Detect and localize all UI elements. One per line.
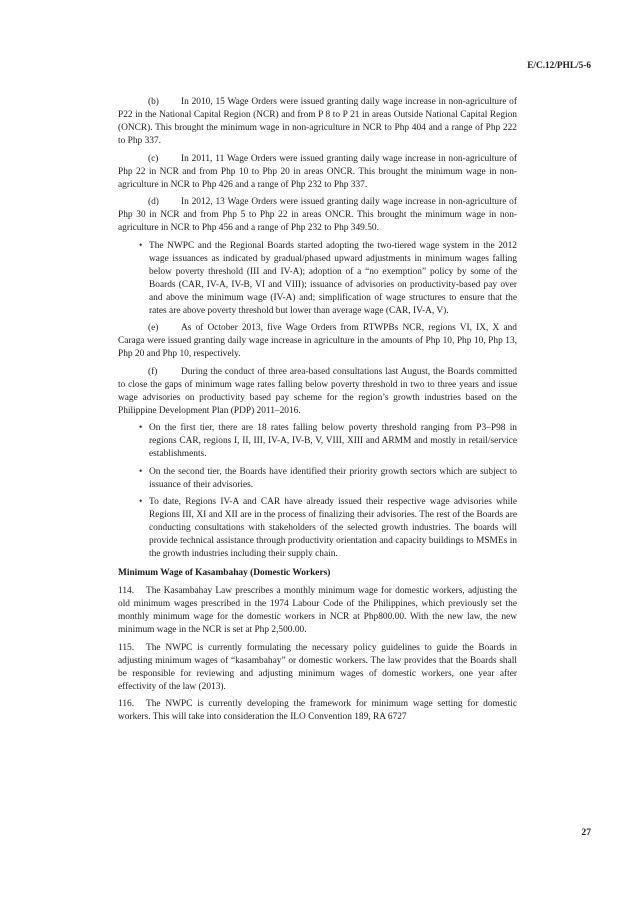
paragraph-number: 115. xyxy=(118,642,135,653)
bullet-list-d xyxy=(118,240,517,318)
paragraph-label: (f) xyxy=(148,366,158,377)
bullet-item: • The NWPC and the Regional Boards started adopting the two-tiered wage system in the 2012 wage issuances as indicated by gradual/phased upward adjustments in minimum wages falling below poverty threshold (III and IV-A); adoption of a “no exemption” policy by some of the Boards (CAR, IV-A, IV-B, VI and VIII); issuance of advisories on productivity-based pay over and above the minimum wage (IV-A) and; simplification of wage structures to ensure that the rates are above poverty threshold but lower than average wage (CAR, IV-A, V). xyxy=(149,240,517,318)
bullet-list-f xyxy=(118,422,517,561)
page-number: 27 xyxy=(581,827,591,838)
paragraph-number: 116. xyxy=(118,699,135,709)
document-symbol: E/C.12/PHL/5-6 xyxy=(527,61,591,71)
bullet-item: • To date, Regions IV-A and CAR have already issued their respective wage advisories while Regions III, XI and XII are in the process of finalizing their advisories. The rest of the Boards are conducting consultations with stakeholders of the selected growth industries. The boards will provide technical assistance through productivity orientation and capacity buildings to MSMEs in the growth industries including their supply chain. xyxy=(149,496,517,561)
paragraph-text: The NWPC is currently formulating the necessary policy guidelines to guide the Boards in adjusting minimum wages of “kasambahay” or domestic workers. The law provides that the Boards shall be responsible for reviewing and adjusting minimum wages of domestic workers, one year after effectivity of the law (2013). xyxy=(118,642,517,692)
paragraph-b xyxy=(118,96,517,148)
numbered-paragraph-116 xyxy=(118,698,517,724)
paragraph-text: In 2011, 11 Wage Orders were issued granting daily wage increase in non-agriculture of Php 22 in NCR and from Php 10 to Php 20 in areas ONCR. This brought the minimum wage in non-agriculture in NCR to Php 426 and a range of Php 232 to Php 337. xyxy=(118,153,517,190)
numbered-paragraph-114 xyxy=(118,585,517,637)
paragraph-text: In 2012, 13 Wage Orders were issued granting daily wage increase in non-agriculture of Php 30 in NCR and from Php 5 to Php 22 in areas ONCR. This brought the minimum wage in non-agriculture in NCR to Php 456 and a range of Php 232 to Php 349.50. xyxy=(118,197,517,233)
paragraph-c xyxy=(118,153,517,192)
paragraph-label: (b) xyxy=(148,97,159,107)
paragraph-e xyxy=(118,322,517,361)
paragraph-text: In 2010, 15 Wage Orders were issued granting daily wage increase in non-agriculture of P22 in the National Capital Region (NCR) and from P 8 to P 21 in areas Outside National Capital Region (ONCR). This brought the minimum wage in non-agriculture in NCR to Php 404 and a range of Php 222 to Php 337. xyxy=(118,97,517,146)
paragraph-label: (c) xyxy=(148,153,159,164)
paragraph-label: (e) xyxy=(148,323,159,333)
bullet-item: • On the first tier, there are 18 rates falling below poverty threshold ranging from P3–P98 in regions CAR, regions I, II, III, IV-A, IV-B, V, VIII, XIII and ARMM and mostly in retail/service establishments. xyxy=(149,422,517,461)
paragraph-number: 114. xyxy=(118,586,135,596)
page-content xyxy=(118,96,517,729)
numbered-paragraph-115 xyxy=(118,642,517,694)
bullet-item: • On the second tier, the Boards have identified their priority growth sectors which are subject to issuance of their advisories. xyxy=(149,466,517,492)
paragraph-text: The NWPC is currently developing the framework for minimum wage setting for domestic workers. This will take into consideration the ILO Convention 189, RA 6727 xyxy=(118,699,517,722)
paragraph-f xyxy=(118,366,517,418)
section-heading: Minimum Wage of Kasambahay (Domestic Workers) xyxy=(118,568,331,578)
paragraph-text: The Kasambahay Law prescribes a monthly minimum wage for domestic workers, adjusting the old minimum wages prescribed in the 1974 Labour Code of the Philippines, which previously set the monthly minimum wage for the domestic workers in NCR at Php800.00. With the new law, the new minimum wage in the NCR is set at Php 2,500.00. xyxy=(118,586,517,635)
paragraph-text: As of October 2013, five Wage Orders from RTWPBs NCR, regions VI, IX, X and Caraga were issued granting daily wage increase in agriculture in the amounts of Php 10, Php 10, Php 13, Php 20 and Php 10, respectively. xyxy=(118,323,517,359)
paragraph-text: During the conduct of three area-based consultations last August, the Boards committed to close the gaps of minimum wage rates falling below poverty threshold in two to three years and issue wage advisories on productivity based pay scheme for the region’s growth industries based on the Philippine Development Plan (PDP) 2011–2016. xyxy=(118,366,517,416)
paragraph-label: (d) xyxy=(148,197,159,207)
paragraph-d xyxy=(118,196,517,235)
